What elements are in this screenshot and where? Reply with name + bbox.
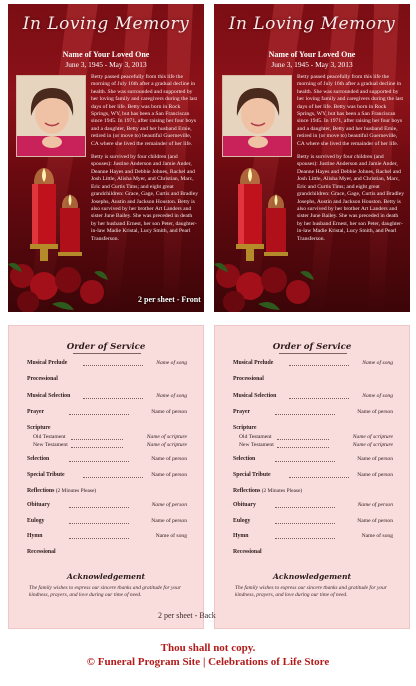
service-row-label: Recessional [27,549,56,555]
service-row-value: Name of scripture [352,442,393,448]
service-row-note: (2 Minutes Please) [54,488,97,494]
service-row-value: Name of person [151,518,187,524]
service-row [233,360,393,369]
service-row-label: Prayer [233,409,251,415]
dot-leader [83,477,143,478]
service-row [233,518,393,527]
service-row [233,456,393,465]
dot-leader [83,398,143,399]
service-row-label: Old Testament [239,434,272,440]
service-row-value: Name of person [151,409,187,415]
service-row-label: New Testament [239,442,274,448]
dot-leader [83,365,143,366]
service-row-value: Name of song [155,533,187,539]
service-row [233,409,393,418]
service-row [27,502,187,511]
service-row [233,376,393,385]
dot-leader [71,439,123,440]
service-row-label: Scripture [233,425,257,431]
service-row [27,518,187,527]
service-row [27,425,187,434]
service-row-value: Name of song [156,360,187,366]
service-row [233,472,393,481]
dot-leader [289,365,349,366]
service-row [27,409,187,418]
service-row [27,472,187,481]
service-row-label: Hymn [27,533,43,539]
service-row [233,488,393,497]
bio-paragraph-2: Betty is survived by four children (and spouses): Justine Anderson and Jamie Ander, Deanne Hayes and Debbie Johnes, Rachel and Josh Little, Alisha Myer, and Christian, Marc, Eric and Curtis Tims; and eight great grandchildren: Grace, Gage, Curtis and Bradley Josephs, Austin and Jackson Houston. Betty is also survived by her brother Art Landers and sister June Bailey. She was preceded in death by her husband Ernest, her son Peter, daughter-in-law Madie Kristal, Lucy Smith, and Pearl Transferson. [297,154,405,242]
dot-leader [69,461,129,462]
candles-roses-illustration [214,164,314,312]
service-row-value: Name of person [151,472,187,478]
service-row-value: Name of person [357,502,393,508]
dot-leader [275,523,335,524]
candles-roses-illustration [8,164,108,312]
dot-leader [275,461,335,462]
service-row-label: Processional [233,376,264,382]
service-row-label: Obituary [233,502,256,508]
order-of-service-title: Order of Service [272,342,352,352]
title-divider [279,353,347,354]
dot-leader [275,507,335,508]
order-of-service-title: Order of Service [66,342,146,352]
service-row-value: Name of person [357,409,393,415]
service-row [27,533,187,542]
service-row-value: Name of scripture [146,442,187,448]
dot-leader [69,538,129,539]
acknowledgement-title: Acknowledgement [67,572,145,581]
life-dates: June 3, 1945 - May 3, 2013 [65,60,147,69]
service-row-label: Scripture [27,425,51,431]
service-row-label: Musical Prelude [233,360,274,366]
service-row-label: Musical Prelude [27,360,68,366]
bio-paragraph-1: Betty passed peacefully from this life the morning of July 16th after a gradual decline in health. She was surrounded and supported by her loving family and caregivers during the last days of her life. Betty was born in Rock Springs, WY, but has been a San Franciscan since 1945. In 1971, after raising her four boys and a daughter, Betty and her husband Ernie, retired in (or move to) beautiful Guerneville, CA where she lived the remainder of her life. [297,74,404,147]
service-row-note: (2 Minutes Please) [260,488,303,494]
front-caption: 2 per sheet - Front [138,295,201,304]
service-row-value: Name of song [361,533,393,539]
service-row [27,456,187,465]
service-row-value: Name of scripture [352,434,393,440]
loved-one-name: Name of Your Loved One [62,50,150,59]
service-row [233,549,393,558]
service-row-label: Processional [27,376,58,382]
dot-leader [71,447,123,448]
service-row-label: Recessional [233,549,262,555]
service-row-label: Old Testament [33,434,66,440]
back-card-right [214,325,410,629]
dot-leader [289,477,349,478]
dot-leader [69,414,129,415]
dot-leader [277,447,329,448]
service-row-label: Special Tribute [233,472,271,478]
service-row-value: Name of person [151,456,187,462]
service-row-label: Selection [233,456,256,462]
service-row-value: Name of person [357,472,393,478]
service-row-label: Eulogy [233,518,251,524]
service-row [233,425,393,434]
service-row-value: Name of song [156,393,187,399]
service-row-value: Name of song [362,393,393,399]
service-row-label: Musical Selection [27,393,71,399]
portrait-photo [16,75,86,157]
service-row [27,549,187,558]
front-card-right [214,4,410,312]
service-row-label: Reflections (2 Minutes Please) [27,488,97,494]
service-row-label: Musical Selection [233,393,277,399]
service-row-label: Reflections (2 Minutes Please) [233,488,303,494]
dot-leader [275,414,335,415]
loved-one-name: Name of Your Loved One [268,50,356,59]
dot-leader [275,538,335,539]
dot-leader [69,507,129,508]
service-row-value: Name of person [151,502,187,508]
service-row [233,533,393,542]
acknowledgement-title: Acknowledgement [273,572,351,581]
service-row-label: Selection [27,456,50,462]
service-row-label: Eulogy [27,518,45,524]
in-loving-memory-title: In Loving Memory [228,14,396,34]
acknowledgement-text: The family wishes to express our sincere thanks and gratitude for your kindness, prayers, and love during our time of need. [235,585,387,599]
service-row [233,442,393,451]
back-card-left [8,325,204,629]
service-row-label: New Testament [33,442,68,448]
dot-leader [289,398,349,399]
bio-paragraph-1: Betty passed peacefully from this life the morning of July 16th after a gradual decline in health. She was surrounded and supported by her loving family and caregivers during the last days of her life. Betty was born in Rock Springs, WY, but has been a San Franciscan since 1945. In 1971, after raising her four boys and a daughter, Betty and her husband Ernie, retired in (or move to) beautiful Guerneville, CA where she lived the remainder of her life. [91,74,198,147]
service-row [233,393,393,402]
bio-paragraph-2: Betty is survived by four children (and spouses): Justine Anderson and Jamie Ander, Deanne Hayes and Debbie Johnes, Rachel and Josh Little, Alisha Myer, and Christian, Marc, Eric and Curtis Tims; and eight great grandchildren: Grace, Gage, Curtis and Bradley Josephs, Austin and Jackson Houston. Betty is also survived by her brother Art Landers and sister June Bailey. She was preceded in death by her husband Ernest, her son Peter, daughter-in-law Madie Kristal, Lucy Smith, and Pearl Transferson. [91,154,199,242]
back-caption: 2 per sheet - Back [158,611,216,620]
service-row-value: Name of person [357,456,393,462]
service-row [233,502,393,511]
service-row-value: Name of song [362,360,393,366]
service-row-label: Hymn [233,533,249,539]
title-divider [73,353,141,354]
service-row-label: Prayer [27,409,45,415]
copyright-notice: © Funeral Program Site | Celebrations of Life Store [86,656,330,668]
acknowledgement-text: The family wishes to express our sincere thanks and gratitude for your kindness, prayers, and love during our time of need. [29,585,181,599]
service-row [27,360,187,369]
service-row-label: Special Tribute [27,472,65,478]
service-row-value: Name of scripture [146,434,187,440]
service-row [27,393,187,402]
service-row-label: Obituary [27,502,50,508]
dot-leader [69,523,129,524]
portrait-photo [222,75,292,157]
service-row [27,442,187,451]
in-loving-memory-title: In Loving Memory [22,14,190,34]
front-card-left [8,4,204,312]
service-row [27,488,187,497]
service-row-value: Name of person [357,518,393,524]
copyright-warning: Thou shall not copy. [160,642,256,654]
dot-leader [277,439,329,440]
life-dates: June 3, 1945 - May 3, 2013 [271,60,353,69]
service-row [27,376,187,385]
